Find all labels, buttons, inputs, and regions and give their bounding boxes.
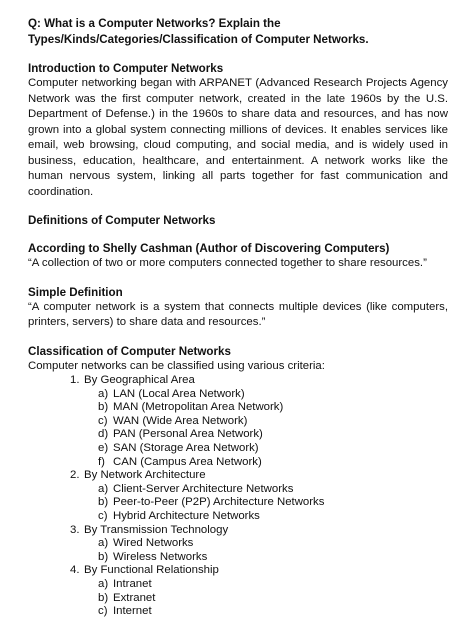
item-text: PAN (Personal Area Network) <box>113 428 263 441</box>
group-number: 1. <box>70 374 80 386</box>
classification-group <box>28 374 448 469</box>
list-item <box>28 428 448 442</box>
list-item <box>28 388 448 402</box>
group-number: 3. <box>70 523 80 536</box>
group-number: 4. <box>70 564 80 577</box>
intro-paragraph: Computer networking began with ARPANET (Advanced Research Projects Agency Network was the first computer network, created in the late 1960s by the U.S. Department of Defense.) in the 1960s to share data and resources, and has now grown into a global system connecting millions of devices. It enables services like email, web browsing, cloud computing, and social media, and is widely used in business, education, healthcare, and entertainment. A network works like the human nervous system, linking all parts together for fast communication and coordination. <box>28 77 448 198</box>
item-letter: f) <box>98 455 105 468</box>
item-letter: c) <box>98 414 108 427</box>
item-letter: a) <box>98 577 109 590</box>
group-label: By Functional Relationship <box>84 564 219 577</box>
group-label: By Network Architecture <box>84 469 206 482</box>
list-item <box>28 442 448 456</box>
item-text: Wireless Networks <box>113 550 208 563</box>
item-text: CAN (Campus Area Network) <box>113 455 262 468</box>
sub-list <box>28 388 448 470</box>
item-letter: b) <box>98 401 109 414</box>
shelly-definition-text: “A collection of two or more computers connected together to share resources.” <box>28 257 427 269</box>
group-label: By Geographical Area <box>84 374 195 386</box>
list-item <box>28 415 448 429</box>
list-item <box>28 551 448 565</box>
item-letter: a) <box>98 482 109 495</box>
item-letter: b) <box>98 496 109 509</box>
item-text: Wired Networks <box>113 537 194 550</box>
list-item <box>28 537 448 551</box>
item-letter: a) <box>98 537 109 550</box>
classification-heading: Classification of Computer Networks <box>28 344 231 358</box>
item-text: MAN (Metropolitan Area Network) <box>113 401 284 414</box>
shelly-definition-heading: According to Shelly Cashman (Author of Discovering Computers) <box>28 242 390 255</box>
list-item <box>28 592 448 606</box>
intro-heading: Introduction to Computer Networks <box>28 62 224 75</box>
item-letter: b) <box>98 591 109 604</box>
list-item <box>28 483 448 497</box>
classification-group <box>28 469 448 523</box>
item-text: LAN (Local Area Network) <box>113 387 245 400</box>
item-letter: c) <box>98 605 108 618</box>
item-letter: c) <box>98 509 108 522</box>
classification-intro: Computer networks can be classified using various criteria: <box>28 359 325 372</box>
list-item <box>28 401 448 415</box>
sub-list <box>28 483 448 524</box>
item-text: Internet <box>113 605 152 618</box>
item-text: WAN (Wide Area Network) <box>113 414 248 427</box>
classification-group <box>28 564 448 618</box>
group-number: 2. <box>70 469 80 482</box>
list-item <box>28 456 448 470</box>
simple-definition-text: “A computer network is a system that connects multiple devices (like computers, printers, servers) to share data and resources.” <box>28 300 448 328</box>
sub-list <box>28 578 448 619</box>
item-letter: e) <box>98 441 109 454</box>
item-text: Client-Server Architecture Networks <box>113 482 294 495</box>
sub-list <box>28 537 448 564</box>
simple-definition-heading: Simple Definition <box>28 285 123 299</box>
definitions-heading: Definitions of Computer Networks <box>28 214 216 227</box>
classification-list <box>28 374 448 619</box>
item-text: Peer-to-Peer (P2P) Architecture Networks <box>113 496 325 509</box>
list-item <box>28 496 448 510</box>
item-text: Hybrid Architecture Networks <box>113 509 260 522</box>
item-letter: d) <box>98 428 109 441</box>
list-item <box>28 578 448 592</box>
item-text: Extranet <box>113 591 156 604</box>
list-item <box>28 510 448 524</box>
item-text: Intranet <box>113 577 152 590</box>
item-letter: a) <box>98 387 109 400</box>
list-item <box>28 605 448 619</box>
question-title: Q: What is a Computer Networks? Explain the Types/Kinds/Categories/Classification of Computer Networks. <box>28 17 369 46</box>
group-label: By Transmission Technology <box>84 523 229 536</box>
item-letter: b) <box>98 550 109 563</box>
item-text: SAN (Storage Area Network) <box>113 441 259 454</box>
classification-group <box>28 524 448 565</box>
